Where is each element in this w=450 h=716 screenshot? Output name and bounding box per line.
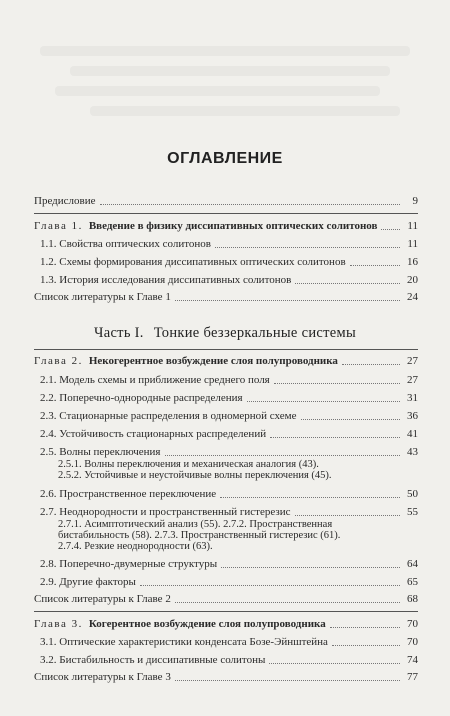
entry-page: 50 <box>407 488 418 500</box>
entry-page: 77 <box>407 671 418 683</box>
toc-chapter-2 <box>34 355 418 368</box>
entry-label: Список литературы к Главе 1 <box>34 291 171 303</box>
toc-section <box>40 428 418 441</box>
toc-references <box>34 671 418 684</box>
entry-page: 27 <box>407 355 418 367</box>
entry-label: 1.2. Схемы формирования диссипативных оптических солитонов <box>40 256 346 268</box>
chapter-label: Глава 3. <box>34 618 83 630</box>
leader-dots <box>175 680 400 681</box>
entry-label: 2.2. Поперечно-однородные распределения <box>40 392 243 404</box>
leader-dots <box>295 283 400 284</box>
entry-page: 55 <box>407 506 418 518</box>
part-title: Тонкие беззеркальные системы <box>153 325 356 341</box>
entry-label: 3.2. Бистабильность и диссипативные солитоны <box>40 654 266 666</box>
toc-section <box>40 654 418 667</box>
leader-dots <box>330 627 400 628</box>
entry-label: 3.1. Оптические характеристики конденсата Бозе-Эйнштейна <box>40 636 328 648</box>
entry-label: Предисловие <box>34 195 96 207</box>
toc-section <box>40 558 418 571</box>
entry-label: Список литературы к Главе 3 <box>34 671 171 683</box>
leader-dots <box>175 300 400 301</box>
leader-dots <box>301 419 401 420</box>
entry-page: 41 <box>407 428 418 440</box>
entry-page: 20 <box>407 274 418 286</box>
entry-page: 70 <box>407 636 418 648</box>
toc-section <box>40 488 418 501</box>
leader-dots <box>140 585 400 586</box>
toc-entry-preface <box>34 195 418 208</box>
entry-page: 65 <box>407 576 418 588</box>
leader-dots <box>332 645 400 646</box>
entry-page: 68 <box>407 593 418 605</box>
entry-label: Список литературы к Главе 2 <box>34 593 171 605</box>
entry-label: 2.8. Поперечно-двумерные структуры <box>40 558 218 570</box>
toc-chapter-1 <box>34 220 418 233</box>
leader-dots <box>100 204 401 205</box>
toc-section <box>40 410 418 423</box>
leader-dots <box>295 515 400 516</box>
leader-dots <box>269 663 400 664</box>
leader-dots <box>342 364 400 365</box>
leader-dots <box>215 247 400 248</box>
entry-page: 74 <box>407 654 418 666</box>
subsection-line: 2.7.4. Резкие неоднородности (63). <box>58 541 213 552</box>
part-heading <box>0 325 450 342</box>
toc-references <box>34 593 418 606</box>
leader-dots <box>220 497 400 498</box>
chapter-label: Глава 1. <box>34 220 83 232</box>
entry-page: 70 <box>407 618 418 630</box>
toc-section <box>40 256 418 269</box>
entry-label: 2.4. Устойчивость стационарных распределений <box>40 428 267 440</box>
entry-label: 2.3. Стационарные распределения в одномерной схеме <box>40 410 297 422</box>
entry-page: 11 <box>407 220 418 232</box>
leader-dots <box>165 455 401 456</box>
entry-label: 2.9. Другие факторы <box>40 576 136 588</box>
toc-section <box>40 392 418 405</box>
entry-page: 64 <box>407 558 418 570</box>
entry-label: 1.3. История исследования диссипативных солитонов <box>40 274 292 286</box>
toc-section <box>40 506 418 519</box>
entry-page: 9 <box>412 195 418 207</box>
subsection-line: 2.5.1. Волны переключения и механическая аналогия (43). <box>58 459 319 470</box>
leader-dots <box>175 602 400 603</box>
subsection-line: 2.5.2. Устойчивые и неустойчивые волны переключения (45). <box>58 470 332 481</box>
bleed-through-line <box>55 86 380 96</box>
toc-section <box>40 374 418 387</box>
toc-section <box>40 636 418 649</box>
toc-section <box>40 238 418 251</box>
chapter-label: Глава 2. <box>34 355 83 367</box>
subsection-line: бистабильность (58). 2.7.3. Пространственный гистерезис (61). <box>58 530 341 541</box>
entry-label: 1.1. Свойства оптических солитонов <box>40 238 211 250</box>
leader-dots <box>381 229 400 230</box>
leader-dots <box>274 383 400 384</box>
entry-page: 11 <box>407 238 418 250</box>
entry-label: 2.1. Модель схемы и приближение среднего поля <box>40 374 270 386</box>
chapter-title: Введение в физику диссипативных оптических солитонов <box>88 220 378 232</box>
subsection-line: 2.7.1. Асимптотический анализ (55). 2.7.2. Пространственная <box>58 519 333 530</box>
entry-page: 16 <box>407 256 418 268</box>
chapter-title: Когерентное возбуждение слоя полупроводника <box>88 618 326 630</box>
toc-references <box>34 291 418 304</box>
chapter-title: Некогерентное возбуждение слоя полупроводника <box>88 355 338 367</box>
toc-section <box>40 274 418 287</box>
entry-label: 2.5. Волны переключения <box>40 446 161 458</box>
entry-page: 43 <box>407 446 418 458</box>
bleed-through-line <box>40 46 410 56</box>
entry-label: 2.7. Неоднородности и пространственный гистерезис <box>40 506 291 518</box>
bleed-through-line <box>90 106 400 116</box>
entry-page: 36 <box>407 410 418 422</box>
part-label: Часть I. <box>93 325 144 341</box>
divider <box>34 213 418 214</box>
leader-dots <box>350 265 400 266</box>
divider <box>34 611 418 612</box>
leader-dots <box>270 437 400 438</box>
toc-chapter-3 <box>34 618 418 631</box>
toc-section <box>40 576 418 589</box>
leader-dots <box>247 401 400 402</box>
leader-dots <box>221 567 400 568</box>
bleed-through-line <box>70 66 390 76</box>
entry-label: 2.6. Пространственное переключение <box>40 488 217 500</box>
entry-page: 27 <box>407 374 418 386</box>
toc-section <box>40 446 418 459</box>
entry-page: 31 <box>407 392 418 404</box>
toc-title: ОГЛАВЛЕНИЕ <box>167 150 283 167</box>
entry-page: 24 <box>407 291 418 303</box>
divider <box>34 349 418 350</box>
